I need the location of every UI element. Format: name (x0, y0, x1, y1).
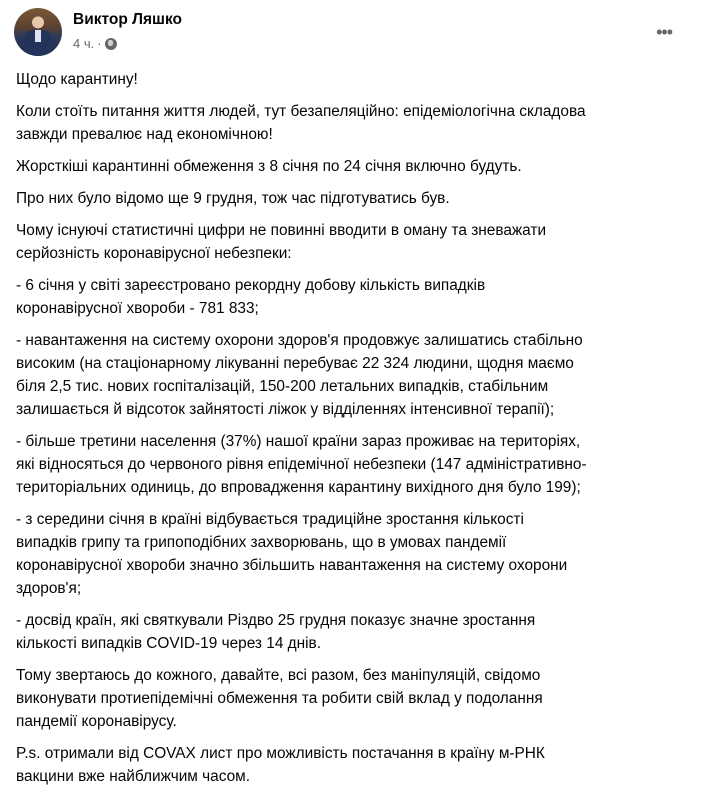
post-paragraph: Тому звертаюсь до кожного, давайте, всі разом, без маніпуляцій, свідомо виконувати протиепідемічні обмеження та робити свій вклад у подолання пандемії коронавірусу. (16, 667, 543, 730)
post-paragraph: Щодо карантину! (16, 71, 138, 88)
post-paragraph: - досвід країн, які святкували Різдво 25 грудня показує значне зростання кількості випадків COVID-19 через 14 днів. (16, 612, 536, 652)
post-paragraph: Жорсткіші карантинні обмеження з 8 січня по 24 січня включно будуть. (16, 158, 522, 175)
globe-icon[interactable] (105, 38, 117, 50)
post-paragraph: - з середини січня в країні відбувається традиційне зростання кількості випадків грипу та грипоподібних захворювань, що в умовах пандемії коронавірусної хвороби значно збільшить навантаження на систему охорони здоров'я; (16, 511, 568, 597)
post-paragraph: - навантаження на систему охорони здоров'я продовжує залишатись стабільно високим (на стаціонарному лікуванні перебуває 22 324 людини, щодня маємо біля 2,5 тис. нових госпіталізацій, 150-200 летальних випадків, стабільним залишається й відсоток зайнятості ліжок у відділеннях інтенсивної терапії); (16, 332, 583, 418)
author-name[interactable]: Виктор Ляшко (73, 11, 182, 28)
post-body (0, 68, 702, 788)
post-paragraph: P.s. отримали від COVAX лист про можливість постачання в країну м-РНК вакцини вже найближчим часом. (16, 745, 545, 785)
post-paragraph: - 6 січня у світі зареєстровано рекордну добову кількість випадків коронавірусної хвороби - 781 833; (16, 277, 486, 317)
post-header (0, 0, 702, 68)
post-meta (73, 36, 117, 51)
post-paragraph: - більше третини населення (37%) нашої країни зараз проживає на територіях, які відносяться до червоного рівня епідемічної небезпеки (147 адміністративно- територіальних одиниць, до впровадження карантину вихідного дня було 199); (16, 433, 587, 496)
more-options-icon[interactable]: ••• (656, 22, 672, 42)
post-time[interactable]: 4 ч. (73, 36, 95, 51)
post-paragraph: Чому існуючі статистичні цифри не повинні вводити в оману та зневажати серйозність коронавірусної небезпеки: (16, 222, 547, 262)
author-avatar[interactable] (14, 8, 62, 56)
meta-separator: · (97, 36, 102, 51)
post-paragraph: Про них було відомо ще 9 грудня, тож час підготуватись був. (16, 190, 450, 207)
avatar-shirt (35, 30, 41, 42)
post-paragraph: Коли стоїть питання життя людей, тут безапеляційно: епідеміологічна складова завжди превалює над економічною! (16, 103, 586, 143)
